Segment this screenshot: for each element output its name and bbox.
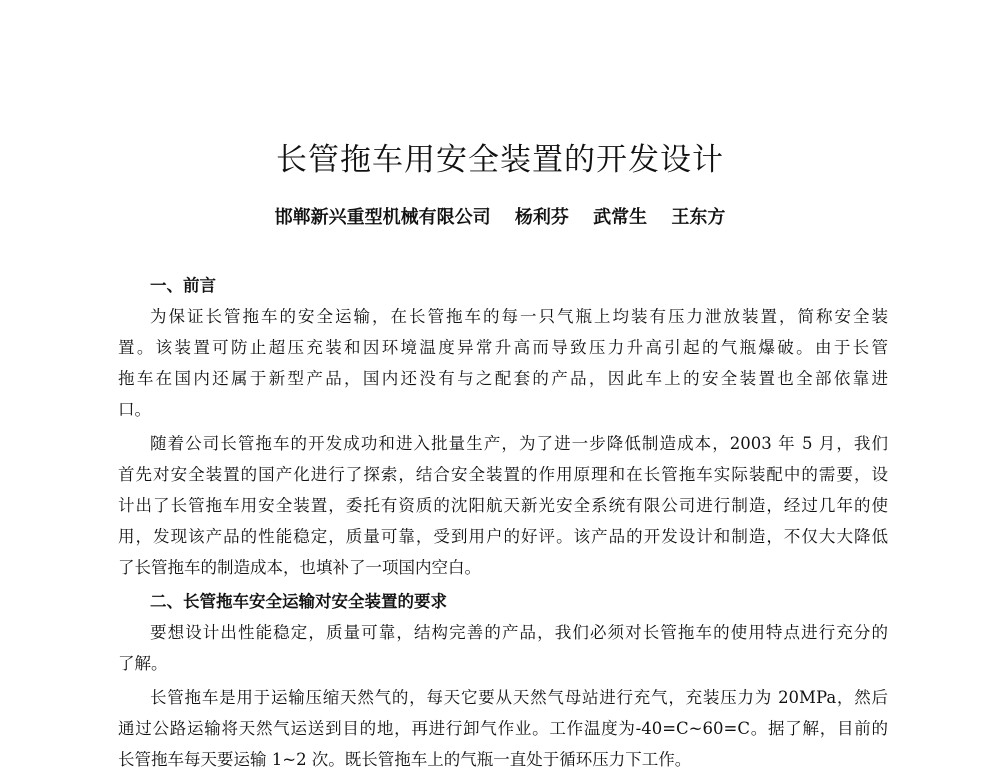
text-line: 计出了长管拖车用安全装置，委托有资质的沈阳航天新光安全系统有限公司进行制造，经过几年的使 xyxy=(118,496,888,515)
author-name: 王东方 xyxy=(671,207,726,228)
author-name: 武常生 xyxy=(593,207,648,228)
author-company: 邯郸新兴重型机械有限公司 xyxy=(274,207,491,228)
text-line: 了解。 xyxy=(118,654,168,673)
text-line: 长管拖车每天要运输 1~2 次。既长管拖车上的气瓶一直处于循环压力下工作。 xyxy=(118,750,692,769)
text-line: 置。该装置可防止超压充装和因环境温度异常升高而导致压力升高引起的气瓶爆破。由于长管 xyxy=(118,338,888,357)
text-line: 要想设计出性能稳定，质量可靠，结构完善的产品，我们必须对长管拖车的使用特点进行充分的 xyxy=(150,623,888,642)
text-line: 了长管拖车的制造成本，也填补了一项国内空白。 xyxy=(118,558,481,577)
text-line: 通过公路运输将天然气运送到目的地，再进行卸气作业。工作温度为-40=C~60=C。据了解，目前的 xyxy=(118,719,888,738)
paragraph xyxy=(118,428,888,583)
paragraph xyxy=(118,301,888,425)
text-line: 为保证长管拖车的安全运输，在长管拖车的每一只气瓶上均装有压力泄放装置，简称安全装 xyxy=(150,307,888,326)
text-line: 拖车在国内还属于新型产品，国内还没有与之配套的产品，因此车上的安全装置也全部依靠进 xyxy=(118,369,888,388)
text-line: 用，发现该产品的性能稳定，质量可靠，受到用户的好评。该产品的开发设计和制造，不仅大大降低 xyxy=(118,527,888,546)
text-line: 口。 xyxy=(118,400,151,419)
author-line xyxy=(0,203,1000,229)
section-heading: 二、长管拖车安全运输对安全装置的要求 xyxy=(150,592,447,611)
document-body xyxy=(118,270,888,775)
author-name: 杨利芬 xyxy=(514,207,569,228)
text-line: 首先对安全装置的国产化进行了探索，结合安全装置的作用原理和在长管拖车实际装配中的需要，设 xyxy=(118,465,888,484)
document-title: 长管拖车用安全装置的开发设计 xyxy=(276,142,724,178)
text-line: 随着公司长管拖车的开发成功和进入批量生产，为了进一步降低制造成本，2003 年 5 月，我们 xyxy=(150,434,888,453)
section-heading: 一、前言 xyxy=(150,276,216,295)
paragraph xyxy=(118,682,888,775)
text-line: 长管拖车是用于运输压缩天然气的，每天它要从天然气母站进行充气，充装压力为 20MPa，然后 xyxy=(150,688,888,707)
paragraph xyxy=(118,617,888,679)
